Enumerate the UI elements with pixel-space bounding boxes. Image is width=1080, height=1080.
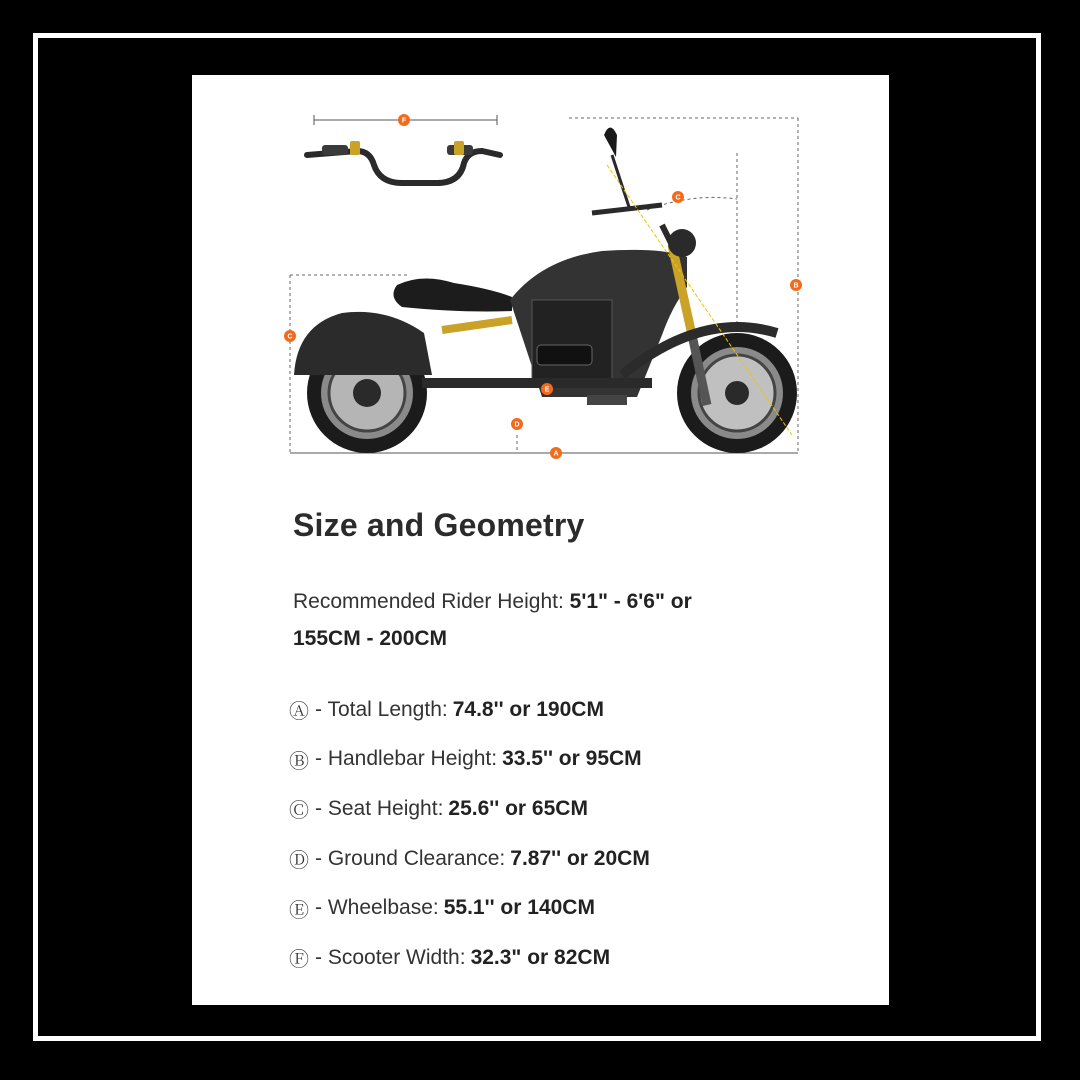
marker-f — [398, 114, 410, 126]
handlebar-illustration — [307, 141, 500, 183]
page-title: Size and Geometry — [293, 507, 585, 543]
spec-marker: Ⓑ — [289, 748, 309, 773]
svg-text:C: C — [287, 333, 293, 341]
spec-ground-clearance — [289, 834, 849, 884]
rider-height-value-imperial: 5'1" - 6'6" or — [569, 590, 692, 613]
spec-label: - Wheelbase: — [315, 896, 439, 920]
marker-c — [284, 330, 296, 342]
spec-value: 25.6'' or 65CM — [448, 796, 588, 820]
spec-label: - Scooter Width: — [315, 945, 466, 969]
marker-b — [790, 279, 802, 291]
svg-text:B: B — [793, 282, 799, 290]
spec-value: 7.87'' or 20CM — [510, 846, 650, 870]
spec-label: - Ground Clearance: — [315, 846, 506, 870]
marker-d — [511, 418, 523, 430]
spec-value: 32.3" or 82CM — [470, 945, 611, 969]
marker-c-angle — [672, 191, 684, 203]
svg-text:F: F — [401, 117, 407, 125]
spec-value: 74.8'' or 190CM — [452, 697, 604, 721]
spec-value: 55.1'' or 140CM — [443, 896, 595, 920]
svg-text:D: D — [514, 421, 520, 429]
rider-height-value-metric: 155CM - 200CM — [293, 627, 448, 650]
spec-marker: Ⓒ — [289, 798, 309, 823]
spec-marker: Ⓓ — [289, 848, 309, 873]
spec-marker: Ⓔ — [289, 897, 309, 922]
marker-e — [541, 383, 553, 395]
scooter-geometry-diagram — [192, 75, 889, 495]
spec-scooter-width — [289, 933, 849, 983]
spec-value: 33.5'' or 95CM — [502, 747, 642, 771]
spec-wheelbase — [289, 883, 849, 933]
recommended-rider-height — [293, 583, 793, 657]
spec-label: - Handlebar Height: — [315, 747, 498, 771]
spec-label: - Total Length: — [315, 697, 448, 721]
svg-text:C: C — [675, 194, 681, 202]
spec-seat-height — [289, 784, 849, 834]
spec-label: - Seat Height: — [315, 796, 444, 820]
spec-handlebar-height — [289, 735, 849, 785]
spec-list — [289, 685, 849, 983]
spec-marker: Ⓕ — [289, 947, 309, 972]
spec-total-length — [289, 685, 849, 735]
spec-marker: Ⓐ — [289, 699, 309, 724]
rider-height-label: Recommended Rider Height: — [293, 590, 564, 613]
spec-card — [192, 75, 889, 1005]
svg-text:A: A — [553, 450, 559, 458]
marker-a — [550, 447, 562, 459]
svg-text:E: E — [544, 386, 550, 394]
